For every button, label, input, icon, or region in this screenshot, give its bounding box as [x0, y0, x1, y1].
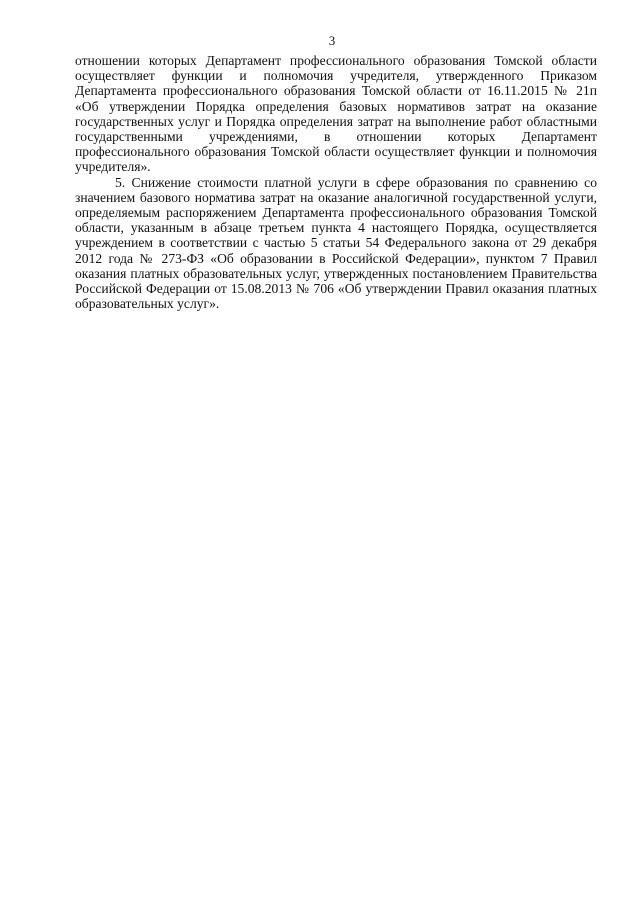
paragraph-item-5: 5. Снижение стоимости платной услуги в сфере образования по сравнению со значением базового норматива затрат на оказание аналогичной государственной услуги, определяемым распоряжением Департамента профессионального образования Томской области, указанным в абзаце третьем пункта 4 настоящего Порядка, осуществляется учреждением в соответствии с частью 5 статьи 54 Федерального закона от 29 декабря 2012 года № 273-ФЗ «Об образовании в Российской Федерации», пунктом 7 Правил оказания платных образовательных услуг, утвержденных постановлением Правительства Российской Федерации от 15.08.2013 № 706 «Об утверждении Правил оказания платных образовательных услуг».: [75, 174, 597, 312]
page-number: 3: [328, 33, 336, 48]
paragraph-continuation: отношении которых Департамент профессионального образования Томской области осуществляет функции и полномочия учредителя, утвержденного Приказом Департамента профессионального образования Томской области от 16.11.2015 № 21п «Об утверждении Порядка определения базовых нормативов затрат на оказание государственных услуг и Порядка определения затрат на выполнение работ областными государственными учреждениями, в отношении которых Департамент профессионального образования Томской области осуществляет функции и полномочия учредителя».: [75, 53, 597, 175]
document-body: [75, 53, 597, 311]
